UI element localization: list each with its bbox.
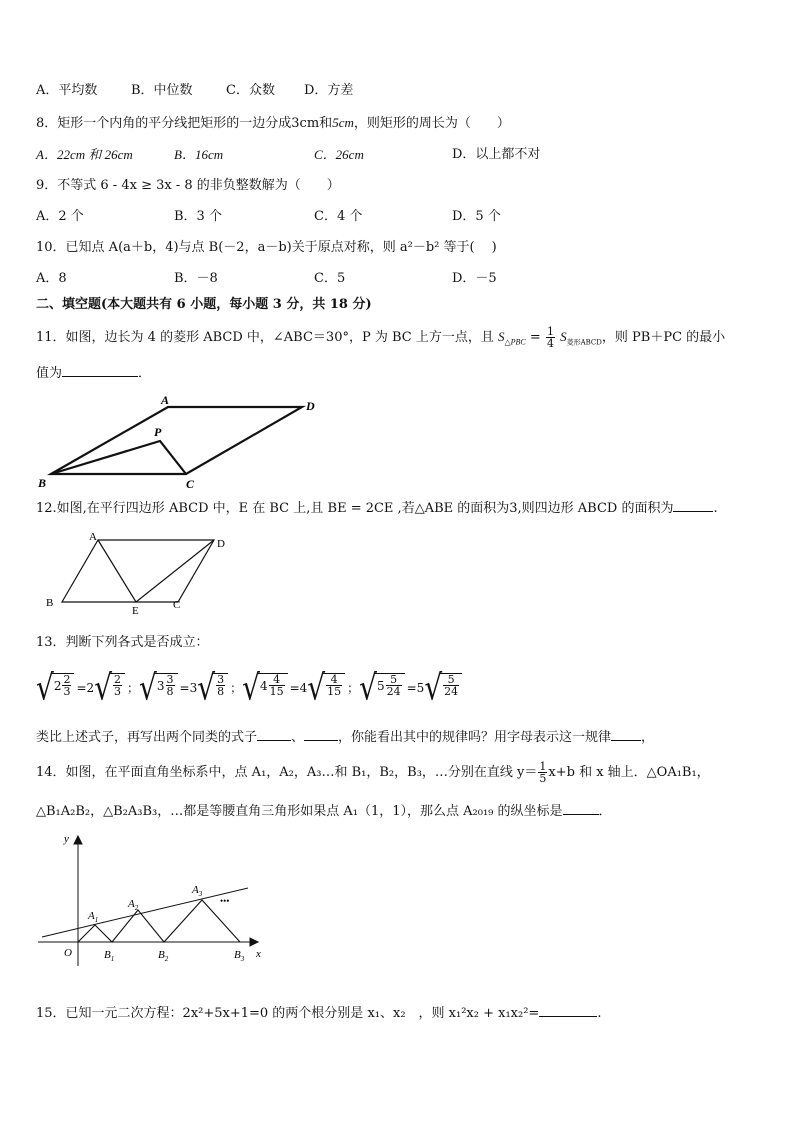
q14-label-a2: $A_2$	[128, 898, 139, 912]
question-12	[36, 499, 718, 518]
q10-option-a: A．8	[36, 271, 67, 286]
q11-label-d: D	[306, 399, 315, 413]
q11-label-a: A	[161, 393, 170, 407]
q9-option-b: B．3 个	[174, 209, 222, 224]
q11-label-b: B	[38, 476, 47, 490]
q12-text: 12.如图,在平行四边形 ABCD 中，E 在 BC 上,且 BE = 2CE ,若△ABE 的面积为3,则四边形 ABCD 的面积为	[36, 501, 674, 516]
q13-line3-a: 类比上述式子，再写出两个同类的式子	[36, 730, 258, 745]
q13-eq3-rhs: =4	[289, 681, 308, 695]
q7-option-c: C．众数	[226, 83, 275, 98]
q15-answer-blank[interactable]	[539, 1004, 597, 1017]
question-8	[36, 114, 510, 133]
q11-line-2	[36, 364, 151, 383]
q14-line2-end: ．	[598, 804, 612, 819]
q15-text: 15．已知一元二次方程：2x²+5x+1=0 的两个根分别是 x₁、x₂ ，则 x₁²x₂ + x₁x₂²=	[36, 1006, 540, 1021]
q11-s-pbc: S	[498, 329, 505, 344]
q7-option-b: B．中位数	[131, 83, 193, 98]
q8-option-a: A．22cm 和 26cm	[36, 147, 133, 162]
q13-line3-c: ，你能看出其中的规律吗？用字母表示这一规律	[338, 730, 612, 745]
q14-label-a1: $A_1$	[88, 910, 99, 924]
q13-blank-3[interactable]	[611, 728, 641, 741]
q12-label-c: C	[173, 599, 181, 611]
q8-option-c: C．26cm	[314, 147, 364, 162]
q13-eq2-lhs: √ 3 $\frac{3}{8}$	[139, 674, 177, 702]
section-2-heading: 二、填空题(本大题共有 6 小题，每小题 3 分，共 18 分)	[36, 297, 372, 312]
q11-frac-num: 1	[546, 325, 554, 338]
q8-measure-1: 3cm	[291, 116, 320, 131]
q11-text-a: 11．如图，边长为 4 的菱形 ABCD 中，∠ABC＝30°，P 为 BC 上方一点，且	[36, 330, 494, 345]
q13-line-3	[36, 728, 654, 747]
question-13: 13．判断下列各式是否成立：	[36, 635, 209, 650]
q14-fraction	[538, 761, 547, 784]
q11-triangle-pbc	[51, 441, 186, 474]
q14-triangles	[78, 900, 240, 942]
q10-option-b: B．－8	[174, 271, 218, 286]
q12-parallelogram-shape	[62, 540, 214, 602]
q14-text-b: x+b 和 x 轴上．△OA₁B₁，	[548, 765, 710, 780]
q13-separator: ；	[347, 681, 360, 695]
q8-measure-2: 5cm	[332, 115, 354, 130]
q11-equals: =	[529, 330, 541, 345]
q13-eq1-rhs: =2	[76, 681, 95, 695]
q14-label-x: x	[256, 948, 261, 960]
q13-line3-b: 、	[291, 730, 305, 745]
q13-eq3-rhs-root: √ $\frac{4}{15}$	[307, 674, 345, 702]
q11-label-c: C	[186, 477, 195, 491]
q11-s-abcd-sub: 菱形ABCD	[566, 338, 602, 347]
q14-frac-den: 5	[539, 772, 547, 785]
q13-equations	[36, 666, 464, 710]
q14-label-y: y	[64, 833, 69, 845]
q13-line3-d: ，	[641, 730, 655, 745]
q13-eq2-rhs: =3	[179, 681, 198, 695]
q7-option-d: D．方差	[304, 83, 354, 98]
q14-coordinate-figure	[36, 830, 276, 970]
q13-blank-2[interactable]	[304, 728, 338, 741]
q15-end: .	[597, 1006, 602, 1021]
q8-option-b: B．16cm	[174, 147, 224, 162]
q13-eq1-lhs: √ 2 $\frac{2}{3}$	[36, 674, 74, 702]
q14-label-b1: $B_1$	[104, 949, 115, 963]
q14-ellipsis: •••	[220, 896, 230, 906]
question-15	[36, 1004, 601, 1023]
q13-eq4-lhs: √ 5 $\frac{5}{24}$	[359, 674, 404, 702]
q13-eq4-rhs: =5	[406, 681, 425, 695]
q8-text-a: 8．矩形一个内角的平分线把矩形的一边分成	[36, 116, 292, 131]
q11-text-b: ，则 PB＋PC 的最小	[601, 330, 726, 345]
q14-label-b2: $B_2$	[158, 949, 169, 963]
q9-option-c: C．4 个	[314, 209, 363, 224]
q13-blank-1[interactable]	[257, 728, 291, 741]
q12-end: .	[713, 501, 718, 516]
q11-line2-text: 值为	[36, 366, 63, 381]
q14-line-y	[42, 888, 248, 937]
q13-separator: ；	[127, 681, 140, 695]
q14-line-2	[36, 802, 612, 821]
q14-label-o: O	[64, 947, 72, 959]
q11-s-pbc-sub: △PBC	[504, 337, 526, 347]
q12-label-e: E	[132, 605, 139, 617]
q8-text-b: 和	[319, 116, 333, 131]
q11-label-p: P	[154, 425, 162, 439]
q11-rhombus-shape	[51, 407, 302, 474]
q13-eq3-lhs: √ 4 $\frac{4}{15}$	[242, 674, 287, 702]
q10-option-d: D．－5	[452, 271, 497, 286]
q11-frac-den: 4	[546, 337, 554, 350]
question-14	[36, 760, 710, 786]
q11-line2-end: ．	[138, 366, 152, 381]
q12-label-a: A	[89, 531, 97, 543]
q9-option-a: A．2 个	[36, 209, 84, 224]
q12-parallelogram-figure	[36, 528, 236, 618]
q8-option-d: D．以上都不对	[452, 147, 541, 162]
question-11	[36, 326, 725, 354]
q14-text-a: 14．如图，在平面直角坐标系中，点 A₁，A₂，A₃…和 B₁，B₂，B₃，…分别在直线 y＝	[36, 765, 538, 780]
q14-label-a3: $A_3$	[192, 884, 203, 898]
q7-option-a: A．平均数	[36, 83, 98, 98]
q12-answer-blank[interactable]	[673, 499, 713, 512]
question-10: 10．已知点 A(a＋b，4)与点 B(－2，a－b)关于原点对称，则 a²－b² 等于( )	[36, 240, 497, 255]
q11-answer-blank[interactable]	[62, 364, 138, 377]
q14-frac-num: 1	[539, 760, 547, 773]
q12-label-b: B	[46, 597, 54, 609]
q14-line2-text: △B₁A₂B₂，△B₂A₃B₃，…都是等腰直角三角形如果点 A₁（1，1），那么点 A₂₀₁₉ 的纵坐标是	[36, 804, 563, 819]
q13-separator: ；	[230, 681, 243, 695]
q14-y-arrow	[74, 836, 82, 844]
q13-eq4-rhs-root: √ $\frac{5}{24}$	[424, 674, 462, 702]
q11-rhombus-figure	[36, 392, 326, 492]
q14-x-arrow	[250, 938, 258, 946]
q13-eq2-rhs-root: √ $\frac{3}{8}$	[197, 674, 228, 702]
q12-label-d: D	[217, 538, 225, 550]
q14-answer-blank[interactable]	[563, 802, 599, 815]
q13-eq1-rhs-root: √ $\frac{2}{3}$	[94, 674, 125, 702]
q10-option-c: C．5	[314, 271, 346, 286]
q11-s-abcd: S	[560, 329, 567, 344]
q9-option-d: D．5 个	[452, 209, 501, 224]
q8-text-c: ，则矩形的周长为（ ）	[353, 116, 510, 131]
question-9: 9．不等式 6 - 4x ≥ 3x - 8 的非负整数解为（ ）	[36, 178, 340, 193]
q14-label-b3: $B_3$	[234, 949, 245, 963]
q11-fraction	[546, 326, 555, 349]
